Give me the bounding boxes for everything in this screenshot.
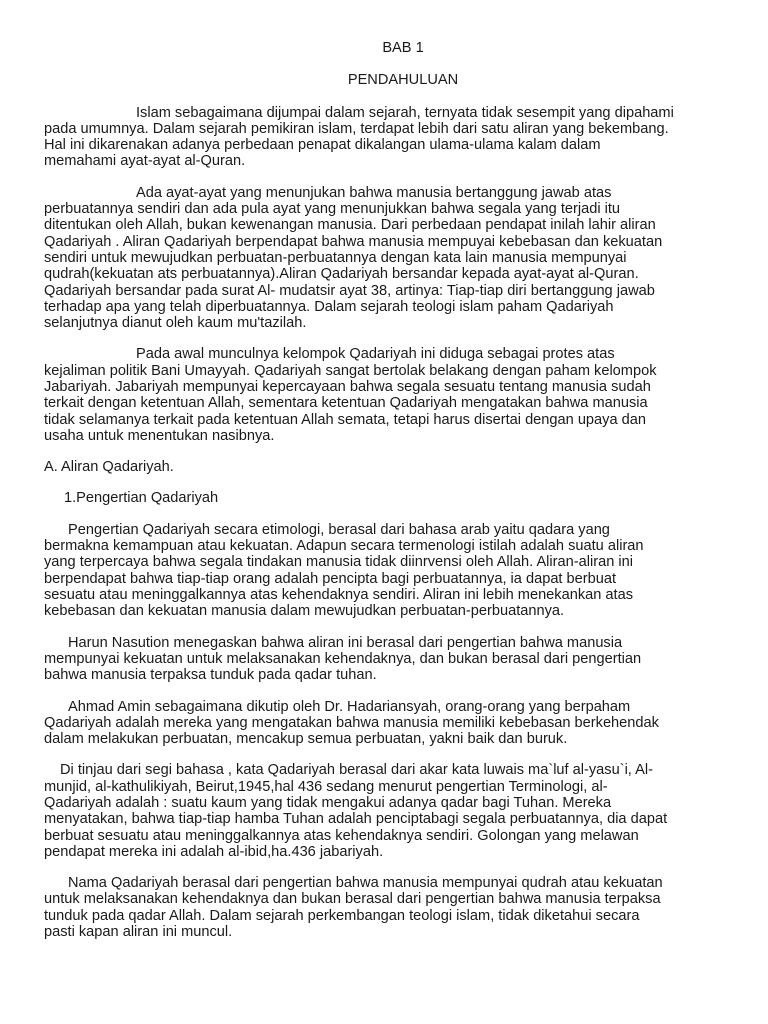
intro-paragraph-3: Pada awal munculnya kelompok Qadariyah ini diduga sebagai protes atas kejaliman politik Bani Umayyah. Qadariyah sangat bertolak belakang dengan paham kelompok Jabariyah. Jabariyah mempunyai kepercayaan bahwa segala sesuatu tentang manusia sudah terkait dengan ketentuan Allah, sementara ketentuan Qadariyah mengatakan bahwa manusia tidak selamanya terkait pada ketentuan Allah semata, tetapi harus disertai dengan upaya dan usaha untuk menentukan nasibnya. bbox=[44, 346, 657, 444]
chapter-number: BAB 1 bbox=[382, 40, 424, 56]
intro-paragraph-2: Ada ayat-ayat yang menunjukan bahwa manusia bertanggung jawab atas perbuatannya sendiri dan ada pula ayat yang menunjukkan bahwa segala yang terjadi itu ditentukan oleh Allah, bukan kewenangan manusia. Dari perbedaan pendapat inilah lahir aliran Qadariyah . Aliran Qadariyah berpendapat bahwa manusia mempuyai kebebasan dan kekuatan sendiri untuk mewujudkan perbuatan-perbuatannya dengan kata lain manusia mempunyai qudrah(kekuatan ats perbuatannya).Aliran Qadariyah bersandar kepada ayat-ayat al-Quran. Qadariyah bersandar pada surat Al- mudatsir ayat 38, artinya: Tiap-tiap diri bertanggung jawab terhadap apa yang telah diperbuatannya. Dalam sejarah teologi islam paham Qadariyah selanjutnya dianut oleh kaum mu'tazilah. bbox=[44, 184, 663, 332]
section-heading-a: A. Aliran Qadariyah. bbox=[44, 459, 174, 476]
body-paragraph-3: Ahmad Amin sebagaimana dikutip oleh Dr. Hadariansyah, orang-orang yang berpaham Qadariyah adalah mereka yang mengatakan bahwa manusia memiliki kebebasan berkehendak dalam melakukan perbuatan, mencakup semua perbuatan, yakni baik dan buruk. bbox=[44, 698, 659, 748]
body-paragraph-4: Di tinjau dari segi bahasa , kata Qadariyah berasal dari akar kata luwais ma`luf al-yasu`i, Al- munjid, al-kathulikiyah, Beirut,1945,hal 436 sedang menurut pengertian Terminologi, al- Qadariyah adalah : suatu kaum yang tidak mengakui adanya qadar bagi Tuhan. Mereka menyatakan, bahwa tiap-tiap hamba Tuhan adalah penciptabagi segala perbuatannya, dia dapat berbuat sesuatu atau meninggalkannya atas kehendaknya sendiri. Golongan yang melawan pendapat mereka ini adalah al-ibid,ha.436 jabariyah. bbox=[44, 762, 668, 860]
body-paragraph-1: Pengertian Qadariyah secara etimologi, berasal dari bahasa arab yaitu qadara yang bermakna kemampuan atau kekuatan. Adapun secara termenologi istilah adalah suatu aliran yang terpercaya bahwa segala tindakan manusia tidak diinrvensi oleh Allah. Aliran-aliran ini berpendapat bahwa tiap-tiap orang adalah pencipta bagi perbuatannya, ia dapat berbuat sesuatu atau meninggalkannya atas kehendaknya sendiri. Aliran ini lebih menekankan atas kebebasan dan kekuatan manusia dalam mewujudkan perbuatan-perbuatannya. bbox=[44, 521, 644, 620]
body-paragraph-2: Harun Nasution menegaskan bahwa aliran ini berasal dari pengertian bahwa manusia mempunyai kekuatan untuk melaksanakan kehendaknya, dan bukan berasal dari pengertian bahwa manusia terpaksa tunduk pada qadar tuhan. bbox=[44, 634, 642, 684]
document-page bbox=[44, 40, 734, 955]
subsection-heading-1: 1.Pengertian Qadariyah bbox=[64, 489, 219, 506]
chapter-title: PENDAHULUAN bbox=[347, 72, 459, 89]
intro-paragraph-1: Islam sebagaimana dijumpai dalam sejarah, ternyata tidak sesempit yang dipahami pada umumnya. Dalam sejarah pemikiran islam, terdapat lebih dari satu aliran yang bekembang. Hal ini dikarenakan adanya perbedaan penapat dikalangan ulama-ulama kalam dalam memahami ayat-ayat al-Quran. bbox=[44, 104, 674, 170]
body-paragraph-5: Nama Qadariyah berasal dari pengertian bahwa manusia mempunyai qudrah atau kekuatan untuk melaksanakan kehendaknya dan bukan berasal dari pengertian bahwa manusia terpaksa tunduk pada qadar Allah. Dalam sejarah perkembangan teologi islam, tidak diketahui secara pasti kapan aliran ini muncul. bbox=[44, 875, 663, 941]
